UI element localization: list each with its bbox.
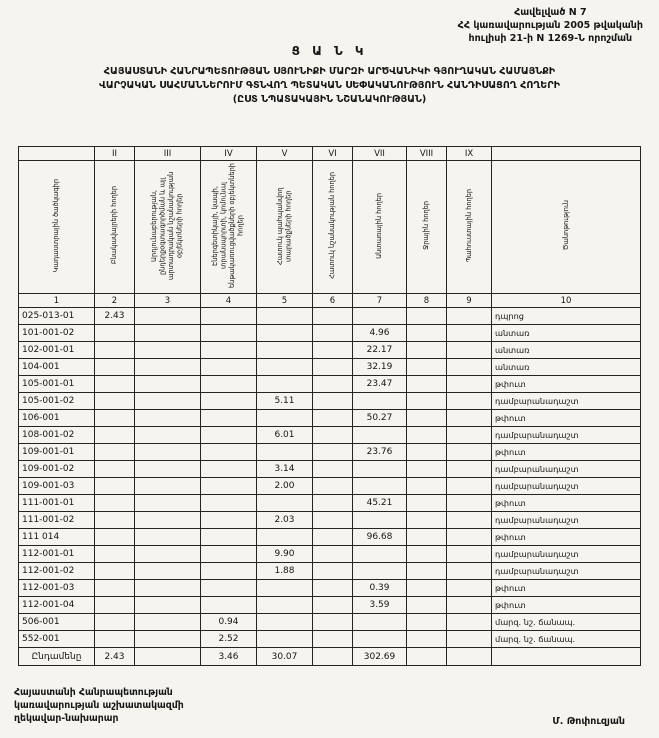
table-cell: 32.19 [353,359,407,376]
title-line-1: ՀԱՅԱՍՏԱՆԻ ՀԱՆՐԱՊԵՏՈՒԹՅԱՆ ՍՅՈՒՆԻՔԻ ՄԱՐԶԻ ԱՐԾՎԱՆԻԿԻ ԳՅՈՒՂԱԿԱՆ ՀԱՄԱՅՆՔԻ [103,66,556,77]
table-cell: 111-001-02 [19,512,95,529]
table-cell [95,342,135,359]
column-label-text: Բնակավայրերի հողեր [110,186,119,265]
table-cell: 23.76 [353,444,407,461]
table-cell: 9.90 [257,546,313,563]
table-cell: 552-001 [19,631,95,648]
table-cell [95,580,135,597]
table-cell: մարզ. նշ. ճանապ. [492,614,641,631]
column-number-cell: 6 [313,294,353,308]
signature-name: Մ. Թոփուզյան [552,716,625,727]
table-cell [95,529,135,546]
column-label-text: Էներգետիկայի, կապի, տրանսպորտի, կոմունալ ենթակառուցվածքների օբյեկտների հողեր [211,163,246,288]
roman-numeral-row [19,147,641,161]
table-cell [201,308,257,325]
table-cell: 4.96 [353,325,407,342]
table-cell [353,478,407,495]
table-cell: անտառ [492,359,641,376]
footer-org-line-3: ղեկավար-նախարար [14,713,119,725]
table-cell: 102-001-01 [19,342,95,359]
table-cell [407,495,447,512]
column-number-cell: 7 [353,294,407,308]
table-cell: 112-001-03 [19,580,95,597]
table-cell [135,478,201,495]
table-cell [447,461,492,478]
table-cell [313,342,353,359]
table-cell: 106-001 [19,410,95,427]
table-cell [407,529,447,546]
table-cell [95,444,135,461]
totals-cell: 302.69 [353,648,407,666]
table-cell: 105-001-02 [19,393,95,410]
column-label-cell [95,161,135,294]
table-row [19,478,641,495]
table-cell: 2.52 [201,631,257,648]
totals-cell [407,648,447,666]
table-cell [313,563,353,580]
title-block [0,44,659,107]
roman-numeral-cell: II [95,147,135,161]
table-row [19,597,641,614]
table-cell [135,631,201,648]
table-cell: անտառ [492,325,641,342]
table-cell: 506-001 [19,614,95,631]
table-row [19,461,641,478]
table-cell [407,342,447,359]
table-cell [313,376,353,393]
table-cell [313,325,353,342]
table-cell: 45.21 [353,495,407,512]
table-cell [135,597,201,614]
table-cell [95,495,135,512]
table-cell: դամբարանադաշտ [492,563,641,580]
table-cell [201,461,257,478]
table-cell [257,495,313,512]
table-cell [313,512,353,529]
table-cell [407,376,447,393]
table-cell [257,376,313,393]
totals-row [19,648,641,666]
table-cell [201,410,257,427]
table-cell: 025-013-01 [19,308,95,325]
table-cell [201,580,257,597]
table-cell [201,529,257,546]
table-cell [95,546,135,563]
table-cell: թփուտ [492,580,641,597]
table-cell [201,597,257,614]
table-row [19,342,641,359]
table-cell: թփուտ [492,410,641,427]
table-row [19,325,641,342]
table-row [19,614,641,631]
table-cell [353,631,407,648]
roman-numeral-cell: VIII [407,147,447,161]
table-cell [201,495,257,512]
column-number-cell: 2 [95,294,135,308]
table-cell [95,614,135,631]
table-cell: թփուտ [492,495,641,512]
table-cell [257,444,313,461]
table-row [19,631,641,648]
table-cell [201,376,257,393]
column-label-cell [447,161,492,294]
roman-numeral-cell [19,147,95,161]
table-cell [201,512,257,529]
column-label-cell [407,161,447,294]
table-cell [313,393,353,410]
table-cell [407,512,447,529]
table-cell [447,308,492,325]
table-cell [95,512,135,529]
table-cell [447,597,492,614]
table-cell [135,427,201,444]
table-cell [135,546,201,563]
table-cell [407,597,447,614]
table-cell: 104-001 [19,359,95,376]
footer-org-line-1: Հայաստանի Հանրապետության [14,687,173,698]
title-line-3: (ԸՍՏ ՆՊԱՏԱԿԱՅԻՆ ՆՇԱՆԱԿՈՒԹՅԱՆ) [232,93,427,105]
table-cell [407,580,447,597]
table-cell: 109-001-02 [19,461,95,478]
table-cell [447,342,492,359]
table-cell: 1.88 [257,563,313,580]
table-cell [447,393,492,410]
table-cell [407,614,447,631]
table-cell [313,597,353,614]
column-number-cell: 10 [492,294,641,308]
table-cell: 50.27 [353,410,407,427]
table-cell: 23.47 [353,376,407,393]
totals-cell [135,648,201,666]
table-cell [257,325,313,342]
table-row [19,308,641,325]
table-cell: 112-001-01 [19,546,95,563]
table-cell [135,342,201,359]
table-cell [135,359,201,376]
table-cell [135,410,201,427]
table-cell: 5.11 [257,393,313,410]
table-cell [407,461,447,478]
table-cell [95,631,135,648]
table-cell [313,614,353,631]
table-cell: 0.94 [201,614,257,631]
table-cell [407,359,447,376]
table-cell: 96.68 [353,529,407,546]
roman-numeral-cell: III [135,147,201,161]
roman-numeral-cell: VII [353,147,407,161]
table-header [19,147,641,308]
table-row [19,376,641,393]
table-cell [257,529,313,546]
table-body [19,308,641,666]
table-cell [135,512,201,529]
column-label-text: Կադաստրային ծածկագիր [52,178,61,273]
column-number-cell: 8 [407,294,447,308]
table-cell [353,427,407,444]
column-label-text: Ջրային հողեր [422,201,431,250]
table-cell [313,495,353,512]
table-cell [135,308,201,325]
column-label-text: Արդյունաբերության, ընդերքօգտագործման և այլ արտադրական նշանակության օբյեկտների հողեր [150,171,185,280]
column-label-text: Հատուկ պահպանվող տարածքների հողեր [275,186,293,265]
table-cell [313,461,353,478]
table-row [19,580,641,597]
table-cell [353,461,407,478]
document-header [458,7,643,45]
table-cell [353,563,407,580]
table-cell: 112-001-02 [19,563,95,580]
column-label-text: Պահուստային հողեր [464,188,473,263]
table-row [19,563,641,580]
table-cell: 111 014 [19,529,95,546]
table-cell [353,546,407,563]
table-cell: 2.03 [257,512,313,529]
table-cell [135,376,201,393]
table-cell [447,495,492,512]
column-label-cell [19,161,95,294]
table-cell [313,478,353,495]
table-cell [201,342,257,359]
table-cell: դամբարանադաշտ [492,478,641,495]
column-label-row [19,161,641,294]
table-cell [95,393,135,410]
table-cell [313,580,353,597]
table-cell [353,308,407,325]
roman-numeral-cell: V [257,147,313,161]
table-cell [447,631,492,648]
column-label-text: Անտառային հողեր [375,192,384,259]
table-cell [447,410,492,427]
table-cell [313,631,353,648]
column-number-cell: 9 [447,294,492,308]
table-cell [95,359,135,376]
list-title: Ց Ա Ն Կ [291,44,368,58]
table-cell: 112-001-04 [19,597,95,614]
table-cell [447,478,492,495]
table-cell [135,325,201,342]
table-cell [95,427,135,444]
table-cell [447,325,492,342]
table-cell [201,427,257,444]
decision-line: հուլիսի 21-ի N 1269-Ն որոշման [468,32,633,44]
table-cell [257,631,313,648]
table-cell [135,461,201,478]
totals-cell: 2.43 [95,648,135,666]
table-cell [95,478,135,495]
table-cell: թփուտ [492,529,641,546]
table-cell [257,580,313,597]
table-cell: դամբարանադաշտ [492,461,641,478]
table-cell: 101-001-02 [19,325,95,342]
table-cell [313,427,353,444]
totals-cell: 3.46 [201,648,257,666]
column-label-cell [257,161,313,294]
column-label-cell [313,161,353,294]
table-cell [95,376,135,393]
footer-block [14,686,184,725]
table-cell: 6.01 [257,427,313,444]
table-cell [447,614,492,631]
table-cell [135,495,201,512]
table-cell: 109-001-03 [19,478,95,495]
totals-cell: Ընդամենը [19,648,95,666]
totals-cell: 30.07 [257,648,313,666]
government-line: ՀՀ կառավարության 2005 թվականի [457,19,643,31]
column-number-cell: 3 [135,294,201,308]
table-cell [201,563,257,580]
appendix-line: Հավելված N 7 [514,7,587,18]
table-cell [407,393,447,410]
table-cell [95,410,135,427]
totals-cell [313,648,353,666]
column-label-cell [135,161,201,294]
table-cell [95,461,135,478]
table-cell [135,529,201,546]
table-cell [313,410,353,427]
table-cell [407,308,447,325]
table-cell [201,444,257,461]
table-row [19,546,641,563]
table-cell [257,359,313,376]
table-cell [95,563,135,580]
table-cell [135,614,201,631]
table-row [19,359,641,376]
table-cell [447,376,492,393]
table-cell [95,325,135,342]
table-cell [407,546,447,563]
footer-org-line-2: կառավարության աշխատակազմի [14,700,184,712]
table-cell [201,325,257,342]
table-cell [135,393,201,410]
table-cell [407,410,447,427]
table-cell [313,308,353,325]
table-cell [257,597,313,614]
table-cell: 0.39 [353,580,407,597]
table-cell [201,359,257,376]
table-cell: 3.59 [353,597,407,614]
title-line-2: ՎԱՐՉԱԿԱՆ ՍԱՀՄԱՆՆԵՐՈՒՄ ԳՏՆՎՈՂ ՊԵՏԱԿԱՆ ՍԵՓԱԿԱՆՈՒԹՅՈՒՆ ՀԱՆԴԻՍԱՑՈՂ ՀՈՂԵՐԻ [99,79,560,91]
roman-numeral-cell: IV [201,147,257,161]
table-cell [201,393,257,410]
table-cell: 22.17 [353,342,407,359]
table-row [19,410,641,427]
column-label-cell [201,161,257,294]
table-cell: 2.43 [95,308,135,325]
table-cell: դամբարանադաշտ [492,512,641,529]
table-cell [257,410,313,427]
table-row [19,444,641,461]
table-cell [313,359,353,376]
roman-numeral-cell [492,147,641,161]
column-number-cell: 5 [257,294,313,308]
table-cell [313,546,353,563]
table-cell: մարզ. նշ. ճանապ. [492,631,641,648]
table-row [19,393,641,410]
table-cell [447,546,492,563]
table-cell: դամբարանադաշտ [492,546,641,563]
column-label-cell [492,161,641,294]
table-cell [313,529,353,546]
table-cell [257,614,313,631]
totals-cell [492,648,641,666]
table-cell [447,444,492,461]
table-cell: 108-001-02 [19,427,95,444]
table-cell [447,512,492,529]
column-label-text: Հատուկ նշանակության հողեր [328,172,337,279]
totals-cell [447,648,492,666]
table-cell [201,478,257,495]
land-table [18,146,641,666]
table-cell: 111-001-01 [19,495,95,512]
table-cell [201,546,257,563]
table-cell [257,342,313,359]
table-cell [447,427,492,444]
table-cell [407,325,447,342]
table-cell: անտառ [492,342,641,359]
table-cell [257,308,313,325]
roman-numeral-cell: VI [313,147,353,161]
table-cell [135,444,201,461]
table-row [19,529,641,546]
table-cell [447,563,492,580]
column-number-cell: 4 [201,294,257,308]
table-row [19,495,641,512]
column-number-row [19,294,641,308]
table-cell: 105-001-01 [19,376,95,393]
table-cell [353,512,407,529]
table-cell [407,563,447,580]
table-cell [407,478,447,495]
table-cell [353,614,407,631]
table-cell [135,580,201,597]
table-row [19,512,641,529]
table-cell: 3.14 [257,461,313,478]
table-cell [447,580,492,597]
table-cell [353,393,407,410]
table-cell [407,427,447,444]
table-row [19,427,641,444]
table-cell: 2.00 [257,478,313,495]
column-number-cell: 1 [19,294,95,308]
table-cell [407,444,447,461]
table-cell: դամբարանադաշտ [492,393,641,410]
table-cell: դամբարանադաշտ [492,427,641,444]
table-cell [407,631,447,648]
table-cell: 109-001-01 [19,444,95,461]
table-cell [135,563,201,580]
column-label-text: Ծանոթություն [561,200,570,251]
table-cell: թփուտ [492,376,641,393]
roman-numeral-cell: IX [447,147,492,161]
table-cell: թփուտ [492,597,641,614]
column-label-cell [353,161,407,294]
table-cell [447,359,492,376]
table-cell [447,529,492,546]
table-cell [95,597,135,614]
table-cell: դպրոց [492,308,641,325]
table-cell: թփուտ [492,444,641,461]
table-cell [313,444,353,461]
